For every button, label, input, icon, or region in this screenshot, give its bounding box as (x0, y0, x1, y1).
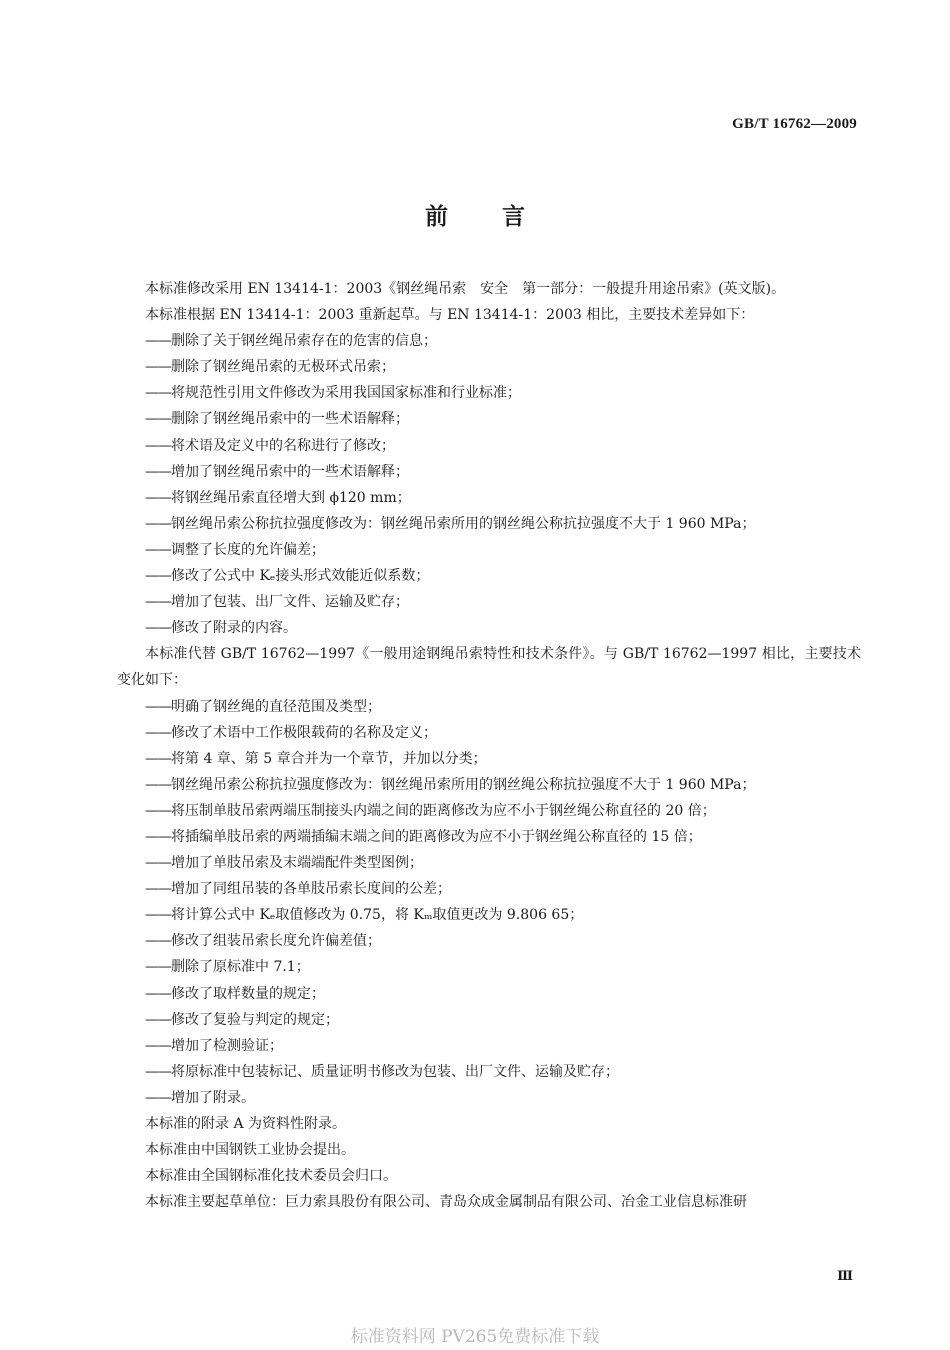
paragraph-drafters: 本标准主要起草单位：巨力索具股份有限公司、青岛众成金属制品有限公司、冶金工业信息标准研 (145, 1194, 747, 1211)
list-dash: —— (145, 776, 171, 793)
list-dash: —— (145, 594, 171, 611)
list-dash: —— (145, 828, 171, 845)
list-dash: —— (145, 489, 171, 506)
difference-item (117, 354, 861, 380)
list-dash: —— (145, 333, 171, 350)
list-dash: —— (145, 1089, 171, 1106)
list-item-text: 修改了附录的内容。 (171, 620, 297, 637)
list-item-text: 将计算公式中 Kₑ取值修改为 0.75，将 Kₘ取值更改为 9.806 65； (171, 907, 584, 924)
list-item-text: 钢丝绳吊索公称抗拉强度修改为：钢丝绳吊索所用的钢丝绳公称抗拉强度不大于 1 960 MPa； (171, 515, 756, 532)
list-dash: —— (145, 1063, 171, 1080)
difference-item (117, 485, 861, 511)
title-char-1: 前 (425, 204, 448, 230)
list-item-text: 删除了关于钢丝绳吊索存在的危害的信息； (171, 333, 437, 350)
difference-item (117, 537, 861, 563)
list-dash: —— (145, 855, 171, 872)
list-dash: —— (145, 750, 171, 767)
list-dash: —— (145, 463, 171, 480)
title-char-2: 言 (502, 204, 525, 230)
list-item-text: 增加了检测验证； (171, 1037, 283, 1054)
difference-item (117, 380, 861, 406)
differences-list (117, 328, 861, 641)
change-item (117, 902, 861, 928)
difference-item (117, 433, 861, 459)
list-dash: —— (145, 515, 171, 532)
watermark: 标准资料网 PV265免费标准下载 (350, 1327, 600, 1347)
change-item (117, 720, 861, 746)
change-item (117, 981, 861, 1007)
list-item-text: 删除了钢丝绳吊索的无极环式吊索； (171, 359, 395, 376)
list-item-text: 修改了复验与判定的规定； (171, 1011, 339, 1028)
list-dash: —— (145, 724, 171, 741)
list-item-text: 明确了钢丝绳的直径范围及类型； (171, 698, 381, 715)
list-item-text: 增加了单肢吊索及末端端配件类型图例； (171, 855, 423, 872)
list-dash: —— (145, 881, 171, 898)
change-item (117, 850, 861, 876)
list-item-text: 删除了钢丝绳吊索中的一些术语解释； (171, 411, 409, 428)
list-dash: —— (145, 541, 171, 558)
change-item (117, 798, 861, 824)
list-item-text: 将插编单肢吊索的两端插编末端之间的距离修改为应不小于钢丝绳公称直径的 15 倍； (171, 828, 702, 845)
paragraph-proposer: 本标准由中国钢铁工业协会提出。 (145, 1142, 355, 1159)
paragraph-committee: 本标准由全国钢标准化技术委员会归口。 (145, 1168, 397, 1185)
list-item-text: 将术语及定义中的名称进行了修改； (171, 437, 395, 454)
paragraph-replacement-intro: 本标准代替 GB/T 16762—1997《一般用途钢绳吊索特性和技术条件》。与 GB/T 16762—1997 相比，主要技术变化如下： (117, 646, 861, 689)
list-dash: —— (145, 437, 171, 454)
change-item (117, 772, 861, 798)
list-dash: —— (145, 959, 171, 976)
paragraph-differences-intro: 本标准根据 EN 13414-1：2003 重新起草。与 EN 13414-1：2003 相比，主要技术差异如下： (145, 307, 755, 324)
list-item-text: 修改了组装吊索长度允许偏差值； (171, 933, 381, 950)
changes-list (117, 694, 861, 1112)
list-item-text: 钢丝绳吊索公称抗拉强度修改为：钢丝绳吊索所用的钢丝绳公称抗拉强度不大于 1 960 MPa； (171, 776, 756, 793)
change-item (117, 1059, 861, 1085)
change-item (117, 1007, 861, 1033)
list-item-text: 将钢丝绳吊索直径增大到 ϕ120 mm； (171, 489, 411, 506)
paragraph-adoption: 本标准修改采用 EN 13414-1：2003《钢丝绳吊索 安全 第一部分：一般提升用途吊索》(英文版)。 (145, 281, 786, 297)
list-dash: —— (145, 933, 171, 950)
list-item-text: 调整了长度的允许偏差； (171, 541, 325, 558)
difference-item (117, 615, 861, 641)
page-number: Ⅲ (837, 1268, 853, 1283)
change-item (117, 928, 861, 954)
list-dash: —— (145, 568, 171, 585)
paragraph-annex: 本标准的附录 A 为资料性附录。 (145, 1116, 347, 1132)
list-dash: —— (145, 698, 171, 715)
change-item (117, 954, 861, 980)
difference-item (117, 328, 861, 354)
list-item-text: 修改了术语中工作极限载荷的名称及定义； (171, 724, 437, 741)
list-dash: —— (145, 620, 171, 637)
list-item-text: 增加了钢丝绳吊索中的一些术语解释； (171, 463, 409, 480)
standard-code: GB/T 16762—2009 (732, 116, 857, 132)
difference-item (117, 511, 861, 537)
list-item-text: 修改了公式中 Kₑ接头形式效能近似系数； (171, 568, 430, 585)
document-body (117, 276, 861, 1215)
change-item (117, 1085, 861, 1111)
difference-item (117, 589, 861, 615)
list-item-text: 增加了同组吊装的各单肢吊索长度间的公差； (171, 881, 451, 898)
list-dash: —— (145, 411, 171, 428)
list-dash: —— (145, 985, 171, 1002)
difference-item (117, 459, 861, 485)
list-item-text: 增加了包装、出厂文件、运输及贮存； (171, 594, 409, 611)
change-item (117, 694, 861, 720)
change-item (117, 746, 861, 772)
list-dash: —— (145, 1037, 171, 1054)
list-dash: —— (145, 359, 171, 376)
list-dash: —— (145, 385, 171, 402)
difference-item (117, 563, 861, 589)
list-item-text: 将规范性引用文件修改为采用我国国家标准和行业标准； (171, 385, 521, 402)
list-dash: —— (145, 907, 171, 924)
list-dash: —— (145, 1011, 171, 1028)
change-item (117, 1033, 861, 1059)
change-item (117, 876, 861, 902)
list-dash: —— (145, 802, 171, 819)
list-item-text: 删除了原标准中 7.1； (171, 959, 310, 976)
list-item-text: 增加了附录。 (171, 1089, 255, 1106)
list-item-text: 修改了取样数量的规定； (171, 985, 325, 1002)
page-title (0, 198, 950, 231)
list-item-text: 将压制单肢吊索两端压制接头内端之间的距离修改为应不小于钢丝绳公称直径的 20 倍； (171, 802, 716, 819)
difference-item (117, 406, 861, 432)
list-item-text: 将原标准中包装标记、质量证明书修改为包装、出厂文件、运输及贮存； (171, 1063, 619, 1080)
change-item (117, 824, 861, 850)
list-item-text: 将第 4 章、第 5 章合并为一个章节，并加以分类； (171, 750, 487, 767)
